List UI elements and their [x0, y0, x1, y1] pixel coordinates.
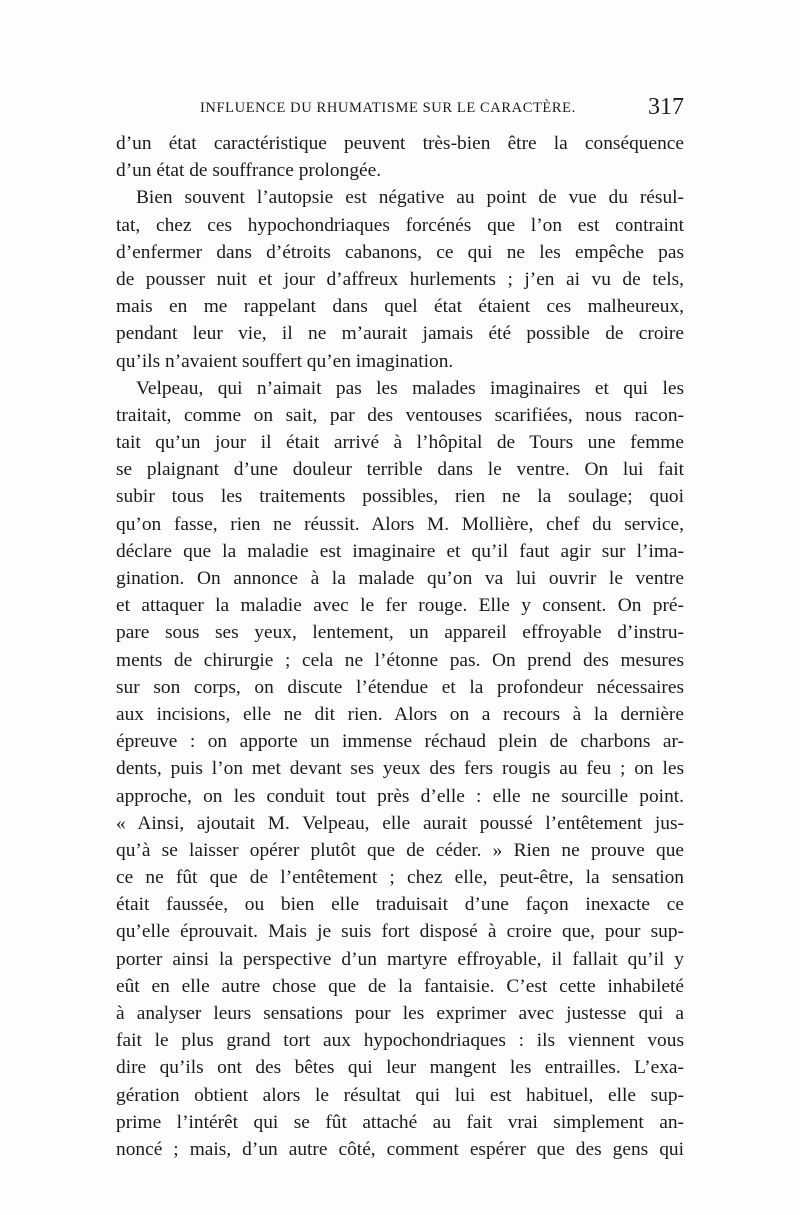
text-line: pendant leur vie, il ne m’aurait jamais été possible de croire	[116, 323, 684, 345]
text-line: d’un état caractéristique peuvent très-bien être la conséquence	[116, 133, 684, 154]
text-line: à analyser leurs sensations pour les exprimer avec justesse qui a	[116, 1003, 684, 1024]
text-line: se plaignant d’une douleur terrible dans le ventre. On lui fait	[116, 459, 684, 481]
text-line: sur son corps, on discute l’étendue et la profondeur nécessaires	[116, 676, 684, 698]
text-line: dire qu’ils ont des bêtes qui leur mangent les entrailles. L’exa-	[116, 1057, 684, 1079]
running-head	[116, 96, 684, 126]
text-line: mais en me rappelant dans quel état étaient ces malheureux,	[116, 296, 684, 318]
text-line: qu’elle éprouvait. Mais je suis fort disposé à croire que, pour sup-	[116, 921, 684, 943]
text-line: porter ainsi la perspective d’un martyre effroyable, il fallait qu’il y	[116, 948, 684, 970]
text-line: d’enfermer dans d’étroits cabanons, ce qui ne les empêche pas	[116, 241, 684, 263]
text-line: qu’on fasse, rien ne réussit. Alors M. Mollière, chef du service,	[116, 513, 684, 535]
body-text	[116, 130, 684, 1163]
text-line: Bien souvent l’autopsie est négative au point de vue du résul-	[136, 187, 684, 209]
text-line: qu’à se laisser opérer plutôt que de céder. » Rien ne prouve que	[116, 839, 684, 861]
text-line: et attaquer la maladie avec le fer rouge. Elle y consent. On pré-	[116, 595, 684, 617]
text-line: était faussée, ou bien elle traduisait d’une façon inexacte ce	[116, 894, 684, 916]
text-line: Velpeau, qui n’aimait pas les malades imaginaires et qui les	[136, 377, 684, 399]
text-line: subir tous les traitements possibles, rien ne la soulage; quoi	[116, 486, 684, 508]
text-line: épreuve : on apporte un immense réchaud plein de charbons ar-	[116, 731, 684, 753]
text-line: pare sous ses yeux, lentement, un appareil effroyable d’instru-	[116, 622, 684, 644]
text-line: fait le plus grand tort aux hypochondriaques : ils viennent vous	[116, 1030, 684, 1052]
page-number: 317	[648, 94, 684, 120]
text-line: eût en elle autre chose que de la fantaisie. C’est cette inhabileté	[116, 975, 684, 997]
running-title: INFLUENCE DU RHUMATISME SUR LE CARACTÈRE.	[200, 100, 576, 116]
text-line: ments de chirurgie ; cela ne l’étonne pas. On prend des mesures	[116, 649, 684, 671]
text-line: traitait, comme on sait, par des ventouses scarifiées, nous racon-	[116, 404, 684, 426]
text-line: déclare que la maladie est imaginaire et qu’il faut agir sur l’ima-	[116, 540, 684, 562]
text-line: dents, puis l’on met devant ses yeux des fers rougis au feu ; on les	[116, 758, 684, 780]
text-line: de pousser nuit et jour d’affreux hurlements ; j’en ai vu de tels,	[116, 268, 684, 290]
text-line: gération obtient alors le résultat qui lui est habituel, elle sup-	[116, 1084, 684, 1106]
text-line: prime l’intérêt qui se fût attaché au fait vrai simplement an-	[116, 1111, 684, 1133]
text-line: ce ne fût que de l’entêtement ; chez elle, peut-être, la sensation	[116, 867, 684, 889]
text-line: approche, on les conduit tout près d’elle : elle ne sourcille point.	[116, 785, 684, 807]
text-line: qu’ils n’avaient souffert qu’en imagination.	[116, 350, 454, 372]
text-line: « Ainsi, ajoutait M. Velpeau, elle aurait poussé l’entêtement jus-	[116, 812, 684, 834]
text-line: tat, chez ces hypochondriaques forcénés que l’on est contraint	[116, 214, 684, 236]
text-line: aux incisions, elle ne dit rien. Alors on a recours à la dernière	[116, 703, 684, 725]
text-line: gination. On annonce à la malade qu’on va lui ouvrir le ventre	[116, 568, 684, 589]
text-line: noncé ; mais, d’un autre côté, comment espérer que des gens qui	[116, 1138, 684, 1160]
text-line: tait qu’un jour il était arrivé à l’hôpital de Tours une femme	[116, 432, 684, 454]
text-line: d’un état de souffrance prolongée.	[116, 160, 382, 182]
